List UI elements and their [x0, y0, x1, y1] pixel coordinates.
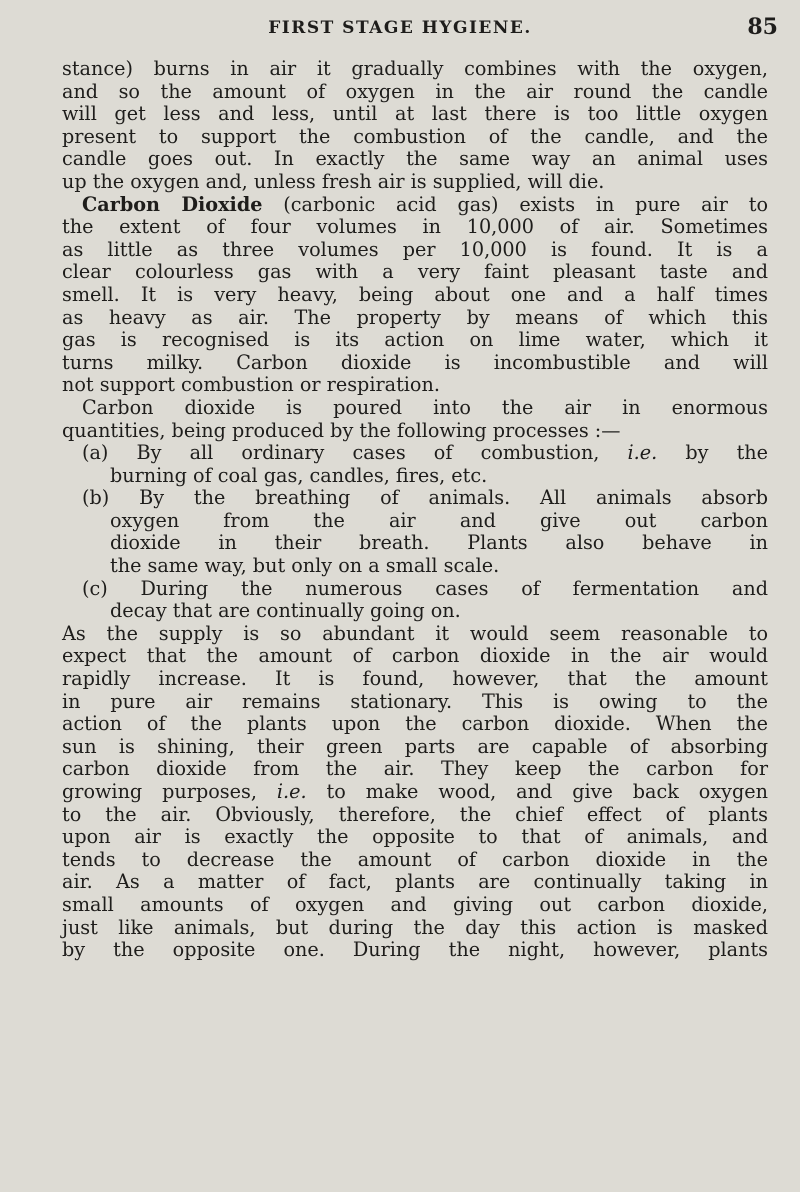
text-line: not support combustion or respiration. [62, 373, 440, 397]
text-line-rest: (carbonic acid gas) exists in pure air to [262, 192, 768, 216]
text-line: oxygen from the air and give out carbon [110, 508, 768, 532]
text-line: burning of coal gas, candles, fires, etc. [110, 463, 488, 487]
text-line: dioxide in their breath. Plants also behave in [110, 531, 768, 555]
text-line: smell. It is very heavy, being about one and a half times [62, 282, 768, 306]
text-line [62, 781, 768, 804]
text-line: action of the plants upon the carbon dioxide. When the [62, 712, 768, 736]
text-line-part: growing purposes, [62, 780, 277, 803]
text-line-part: by the [657, 441, 769, 465]
text-line-part: (a) By all ordinary cases of combustion, [82, 441, 628, 465]
text-line: As the supply is so abundant it would seem reasonable to [62, 621, 768, 645]
text-line: decay that are continually going on. [110, 599, 461, 623]
text-line: carbon dioxide from the air. They keep the carbon for [62, 757, 768, 781]
running-title: FIRST STAGE HYGIENE. [268, 18, 532, 38]
text-line: up the oxygen and, unless fresh air is supplied, will die. [62, 169, 605, 193]
text-line: clear colourless gas with a very faint pleasant taste and [62, 260, 768, 284]
text-line: by the opposite one. During the night, however, plants [62, 938, 768, 962]
text-line: in pure air remains stationary. This is owing to the [62, 689, 768, 713]
body-text [62, 58, 768, 962]
text-line-italic: i.e. [627, 441, 658, 465]
page-number: 85 [747, 14, 778, 40]
text-line: as heavy as air. The property by means of which this [62, 305, 768, 329]
text-line [62, 194, 768, 217]
text-line: and so the amount of oxygen in the air round the candle [62, 79, 768, 103]
text-line: stance) burns in air it gradually combines with the oxygen, [62, 57, 768, 80]
text-line: expect that the amount of carbon dioxide in the air would [62, 644, 768, 668]
text-line: to the air. Obviously, therefore, the chief effect of plants [62, 802, 768, 826]
text-line: the extent of four volumes in 10,000 of air. Sometimes [62, 215, 768, 239]
text-line: rapidly increase. It is found, however, that the amount [62, 667, 768, 691]
text-line: will get less and less, until at last there is too little oxygen [62, 102, 768, 126]
text-line: candle goes out. In exactly the same way an animal uses [62, 147, 768, 171]
text-line: Carbon dioxide is poured into the air in enormous [82, 395, 768, 419]
text-line: upon air is exactly the opposite to that of animals, and [62, 825, 768, 849]
text-line-italic: i.e. [276, 780, 307, 803]
text-line: the same way, but only on a small scale. [110, 554, 500, 578]
list-item-c: (c) During the numerous cases of fermentation and [82, 576, 768, 600]
text-line: as little as three volumes per 10,000 is found. It is a [62, 237, 768, 261]
text-line: small amounts of oxygen and giving out carbon dioxide, [62, 892, 768, 916]
text-line: gas is recognised is its action on lime water, which it [62, 328, 768, 352]
text-line: present to support the combustion of the candle, and the [62, 124, 768, 148]
text-line-part: to make wood, and give back oxygen [306, 780, 769, 803]
text-line: quantities, being produced by the following processes :— [62, 418, 621, 442]
text-line: just like animals, but during the day this action is masked [62, 915, 768, 939]
text-line: air. As a matter of fact, plants are continually taking in [62, 870, 768, 894]
text-line: turns milky. Carbon dioxide is incombustible and will [62, 350, 768, 374]
section-term: Carbon Dioxide [82, 192, 263, 216]
running-header [0, 14, 800, 48]
text-line: tends to decrease the amount of carbon dioxide in the [62, 847, 768, 871]
list-item-a [62, 442, 768, 465]
list-item-b: (b) By the breathing of animals. All animals absorb [82, 486, 768, 510]
text-line: sun is shining, their green parts are capable of absorbing [62, 734, 768, 758]
